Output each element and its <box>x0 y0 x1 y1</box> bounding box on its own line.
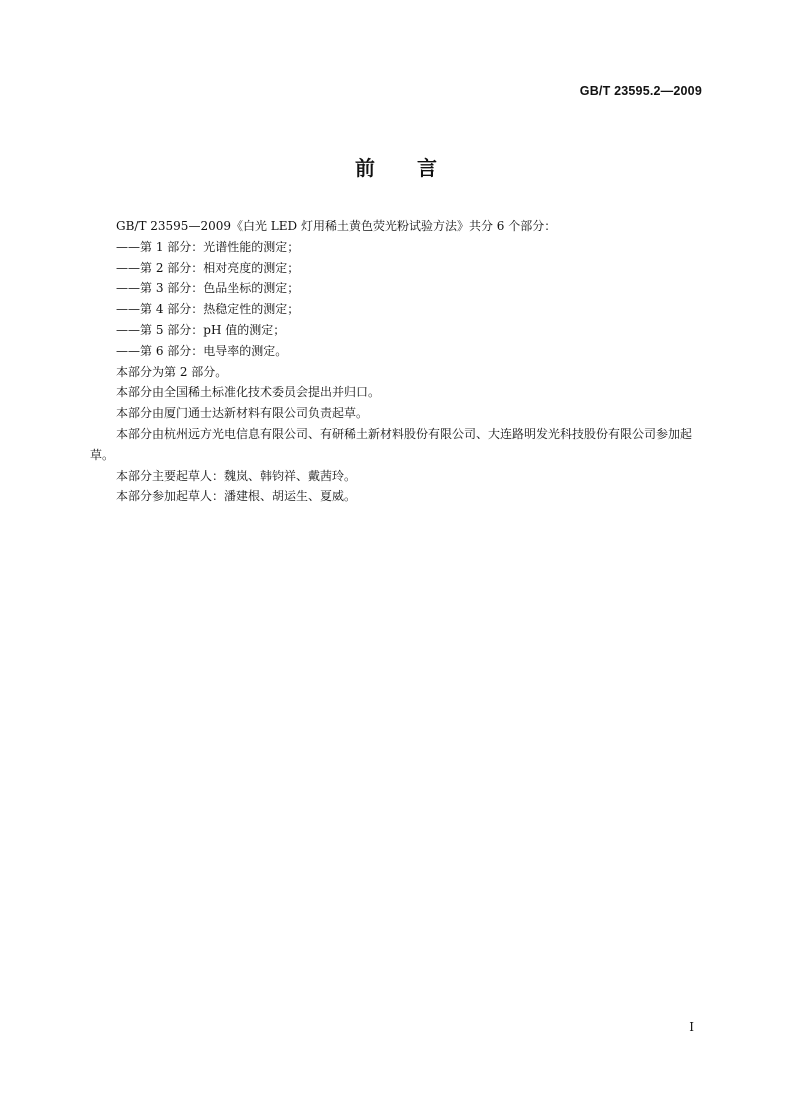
list-item-part-3: ——第 3 部分：色品坐标的测定； <box>116 281 300 296</box>
page-title <box>0 152 792 181</box>
list-item-part-6: ——第 6 部分：电导率的测定。 <box>116 343 288 358</box>
page-title-char-2: 言 <box>417 156 437 180</box>
drafter-statement: 本部分由厦门通士达新材料有限公司负责起草。 <box>116 406 369 421</box>
list-item-part-2: ——第 2 部分：相对亮度的测定； <box>116 260 300 275</box>
standard-code: GB/T 23595.2—2009 <box>579 84 702 98</box>
intro-paragraph: GB/T 23595—2009《白光 LED 灯用稀土黄色荧光粉试验方法》共分 6 个部分： <box>116 219 557 233</box>
participants-statement: 本部分由杭州远方光电信息有限公司、有研稀土新材料股份有限公司、大连路明发光科技股份有限公司参加起草。 <box>90 426 693 462</box>
list-item-part-5: ——第 5 部分：pH 值的测定； <box>116 322 286 337</box>
proposer-statement: 本部分由全国稀土标准化技术委员会提出并归口。 <box>116 385 381 400</box>
participating-drafters: 本部分参加起草人：潘建根、胡运生、夏威。 <box>116 489 357 504</box>
page-title-char-1: 前 <box>355 156 375 180</box>
list-item-part-1: ——第 1 部分：光谱性能的测定； <box>116 239 300 254</box>
list-item-part-4: ——第 4 部分：热稳定性的测定； <box>116 302 300 317</box>
part-statement: 本部分为第 2 部分。 <box>116 364 228 379</box>
main-drafters: 本部分主要起草人：魏岚、韩钧祥、戴茜玲。 <box>116 468 357 483</box>
page-number: I <box>689 1020 694 1034</box>
foreword-body <box>90 216 706 507</box>
